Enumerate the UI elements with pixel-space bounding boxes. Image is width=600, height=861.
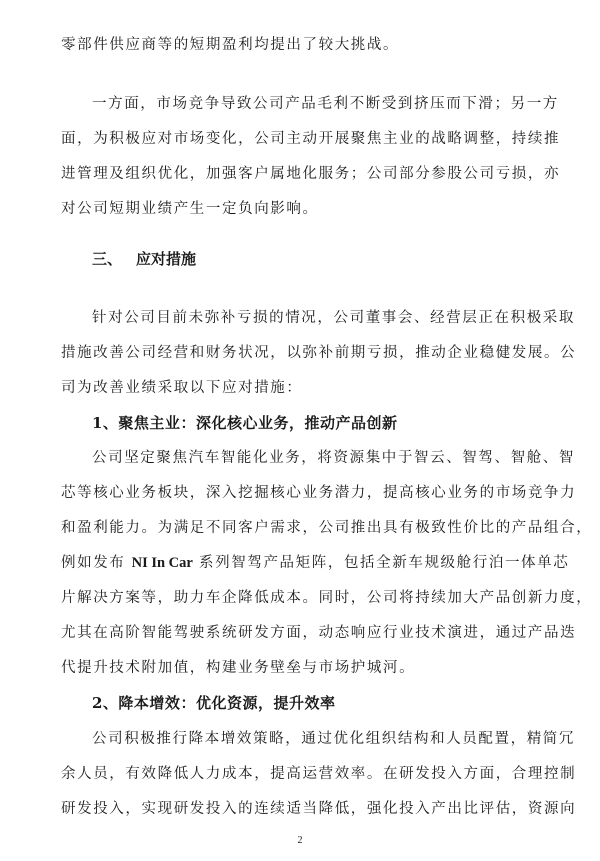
section-number: 三、	[92, 250, 123, 268]
text-line: 片解决方案等，助力车企降低成本。同时，公司将持续加大产品创新力度，	[61, 590, 593, 606]
text-line: 措施改善公司经营和财务状况，以弥补前期亏损，推动企业稳健发展。公	[61, 345, 577, 361]
text-line: 公司积极推行降本增效策略，通过优化组织结构和人员配置，精简冗	[92, 731, 575, 747]
text-line: 尤其在高阶智能驾驶系统研发方面，动态响应行业技术演进，通过产品迭	[61, 625, 577, 641]
product-name: NI In Car	[131, 555, 193, 571]
text-fragment: 系列智驾产品矩阵，包括全新车规级舱行泊一体单芯	[192, 555, 570, 571]
text-fragment: 例如发布	[61, 555, 132, 571]
section-title: 应对措施	[136, 250, 197, 268]
measure-1-heading: 1、聚焦主业：深化核心业务，推动产品创新	[92, 414, 398, 432]
section-heading	[92, 250, 196, 268]
text-line: 公司坚定聚焦汽车智能化业务，将资源集中于智云、智驾、智舱、智	[92, 450, 575, 466]
text-line: 对公司短期业绩产生一定负向影响。	[61, 201, 319, 217]
text-line: 一方面，市场竞争导致公司产品毛利不断受到挤压而下滑；另一方	[92, 96, 559, 112]
text-line: 零部件供应商等的短期盈利均提出了较大挑战。	[61, 37, 400, 53]
text-line: 面，为积极应对市场变化，公司主动开展聚焦主业的战略调整，持续推	[61, 131, 561, 147]
text-line: 进管理及组织优化，加强客户属地化服务；公司部分参股公司亏损，亦	[61, 166, 561, 182]
text-line: 针对公司目前未弥补亏损的情况，公司董事会、经营层正在积极采取	[92, 310, 575, 326]
text-line: 芯等核心业务板块，深入挖掘核心业务潜力，提高核心业务的市场竞争力	[61, 485, 577, 501]
text-line: 代提升技术附加值，构建业务壁垒与市场护城河。	[61, 660, 416, 676]
text-line: 研发投入，实现研发投入的连续适当降低，强化投入产出比评估，资源向	[61, 801, 577, 817]
text-line: 司为改善业绩采取以下应对措施：	[61, 380, 303, 396]
text-line	[61, 554, 570, 572]
measure-2-heading: 2、降本增效：优化资源，提升效率	[92, 694, 336, 712]
text-line: 余人员，有效降低人力成本，提高运营效率。在研发投入方面，合理控制	[61, 766, 577, 782]
page-number: 2	[297, 835, 303, 846]
text-line: 和盈利能力。为满足不同客户需求，公司推出具有极致性价比的产品组合，	[61, 520, 593, 536]
